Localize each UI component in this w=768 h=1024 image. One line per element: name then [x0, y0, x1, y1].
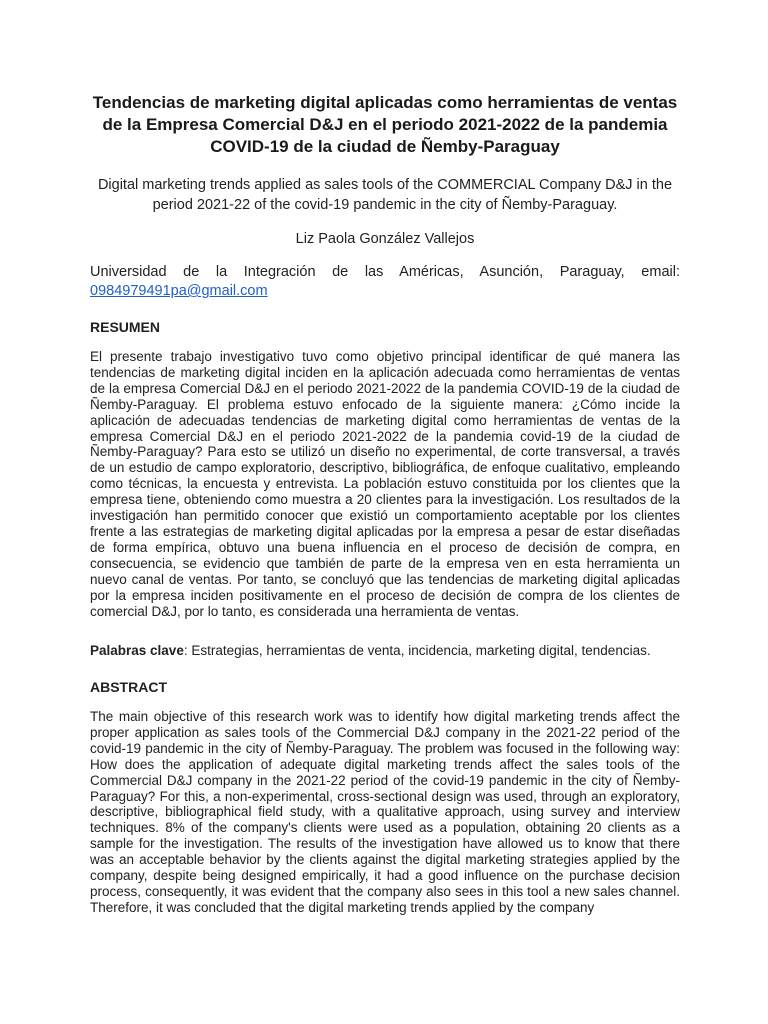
keywords-line [90, 642, 680, 660]
author-email-link[interactable]: 0984979491pa@gmail.com [90, 283, 268, 299]
keywords-text: : Estrategias, herramientas de venta, incidencia, marketing digital, tendencias. [183, 643, 651, 658]
abstract-body: The main objective of this research work was to identify how digital marketing trends affect the proper application as sales tools of the Commercial D&J company in the 2021-22 period of the covid-19 pandemic in the city of Ñemby-Paraguay. The problem was focused in the following way: How does the application of adequate digital marketing trends affect the sales tools of the Commercial D&J company in the 2021-22 period of the covid-19 pandemic in the city of Ñemby-Paraguay? For this, a non-experimental, cross-sectional design was used, through an exploratory, descriptive, bibliographical field study, with a qualitative approach, using survey and interview techniques. 8% of the company's clients were used as a population, obtaining 20 clients as a sample for the investigation. The results of the investigation have allowed us to know that there was an acceptable behavior by the clients against the digital marketing strategies applied by the company, despite being designed empirically, it had a good influence on the purchase decision process, consequently, it was evident that the company also sees in this tool a new sales channel. Therefore, it was concluded that the digital marketing trends applied by the company [90, 709, 680, 915]
affiliation-text: Universidad de la Integración de las Américas, Asunción, Paraguay, email: [90, 264, 680, 280]
keywords-label: Palabras clave [90, 643, 184, 658]
paper-title-english: Digital marketing trends applied as sales tools of the COMMERCIAL Company D&J in the period 2021-22 of the covid-19 pandemic in the city of Ñemby-Paraguay. [97, 177, 673, 213]
resumen-body: El presente trabajo investigativo tuvo como objetivo principal identificar de qué manera las tendencias de marketing digital inciden en la aplicación adecuada como herramientas de ventas de la empresa Comercial D&J en el periodo 2021-2022 de la pandemia COVID-19 de la ciudad de Ñemby-Paraguay. El problema estuvo enfocado de la siguiente manera: ¿Cómo incide la aplicación de adecuadas tendencias de marketing digital como herramientas de ventas de la empresa Comercial D&J en el periodo 2021-2022 de la pandemia covid-19 de la ciudad de Ñemby-Paraguay? Para esto se utilizó un diseño no experimental, de corte transversal, a través de un estudio de campo exploratorio, descriptivo, bibliográfica, de enfoque cualitativo, empleando como técnicas, la encuesta y entrevista. La población estuvo constituida por los clientes que la empresa tiene, obteniendo como muestra a 20 clientes para la investigación. Los resultados de la investigación han permitido conocer que existió un comportamiento aceptable por los clientes frente a las estrategias de marketing digital aplicadas por la empresa a pesar de estar diseñadas de forma empírica, obtuvo una buena influencia en el proceso de decisión de compra, en consecuencia, se evidencio que también de parte de la empresa ven en esta herramienta un nuevo canal de ventas. Por tanto, se concluyó que las tendencias de marketing digital aplicadas por la empresa inciden positivamente en el proceso de decisión de compra de los clientes de comercial D&J, por lo tanto, es considerada una herramienta de ventas. [90, 349, 680, 619]
author-name: Liz Paola González Vallejos [295, 231, 475, 247]
paper-title: Tendencias de marketing digital aplicadas como herramientas de ventas de la Empresa Comercial D&J en el periodo 2021-2022 de la pandemia COVID-19 de la ciudad de Ñemby-Paraguay [92, 93, 678, 156]
abstract-heading: ABSTRACT [90, 679, 167, 695]
author-affiliation [90, 263, 680, 301]
resumen-heading: RESUMEN [90, 319, 161, 335]
